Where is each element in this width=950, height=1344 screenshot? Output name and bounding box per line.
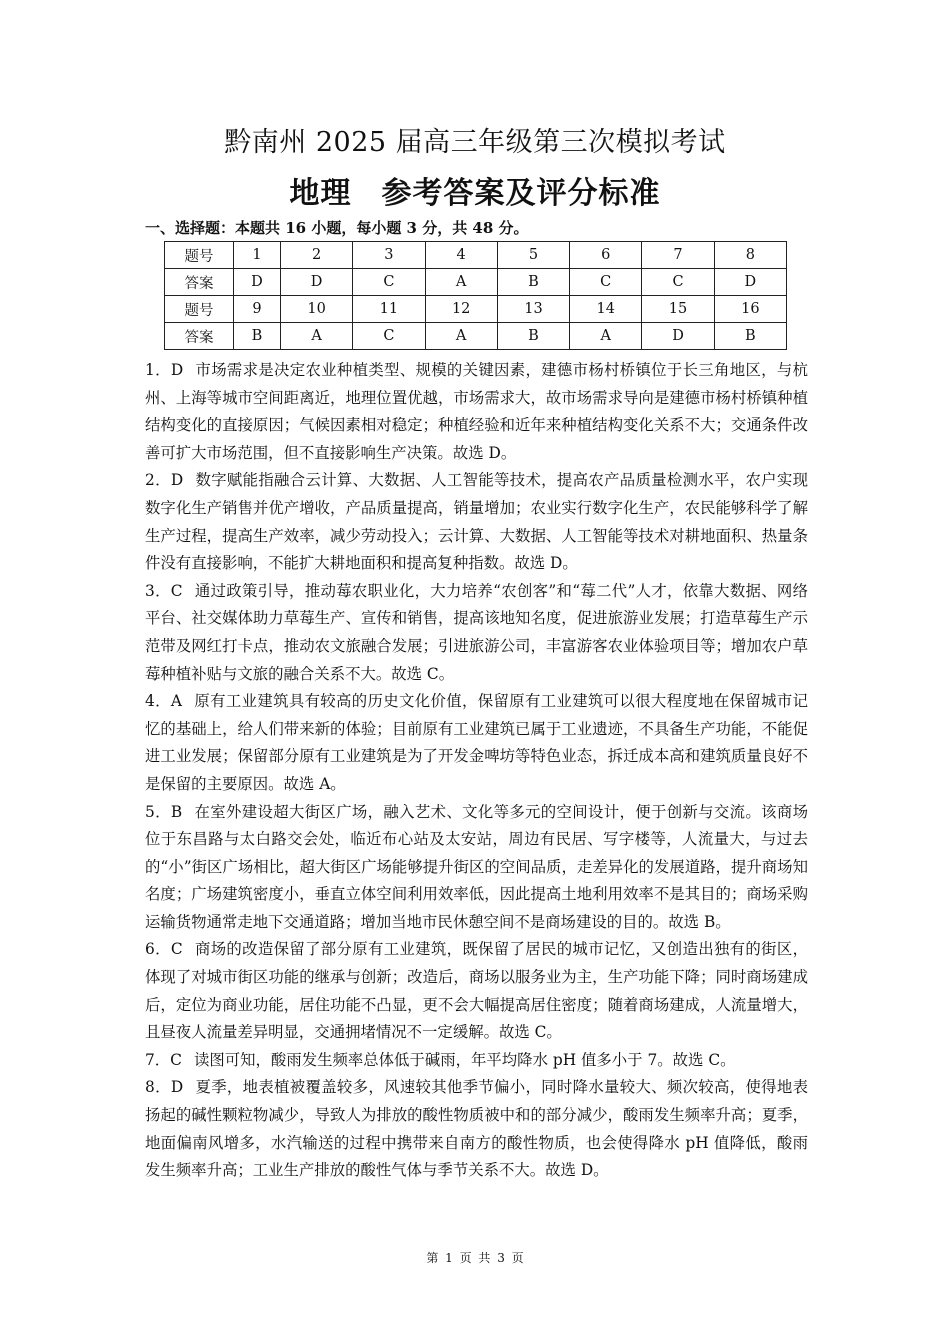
table-cell: D — [714, 269, 786, 296]
table-cell: B — [714, 323, 786, 350]
table-cell: A — [425, 323, 497, 350]
explanation-item — [145, 357, 808, 467]
table-cell: 9 — [234, 296, 281, 323]
question-answer-label: 7．C — [145, 1050, 182, 1069]
table-cell: D — [280, 269, 352, 296]
table-cell: B — [497, 323, 569, 350]
explanation-item — [145, 467, 808, 577]
explanation-text: 商场的改造保留了部分原有工业建筑，既保留了居民的城市记忆，又创造出独有的街区，体现了对城市街区功能的继承与创新；改造后，商场以服务业为主，生产功能下降；同时商场建成后，定位为商业功能，居住功能不凸显，更不会大幅提高居住密度；随着商场建成，人流量增大，且昼夜人流量差异明显，交通拥堵情况不一定缓解。故选 C。 — [145, 940, 808, 1042]
table-cell: 5 — [497, 242, 569, 269]
question-answer-label: 1．D — [145, 361, 184, 379]
table-cell: C — [570, 269, 642, 296]
explanation-text: 市场需求是决定农业种植类型、规模的关键因素，建德市杨村桥镇位于长三角地区，与杭州、上海等城市空间距离近，地理位置优越，市场需求大，故市场需求导向是建德市杨村桥镇种植结构变化的直接原因；气候因素相对稳定；种植经验和近年来种植结构变化关系不大；交通条件改善可扩大市场范围，但不直接影响生产决策。故选 D。 — [145, 361, 808, 462]
table-cell: D — [642, 323, 714, 350]
question-answer-label: 2．D — [145, 471, 184, 490]
table-cell: C — [353, 323, 425, 350]
explanation-item — [145, 578, 808, 688]
table-cell: B — [497, 269, 569, 296]
question-answer-label: 3．C — [145, 581, 183, 600]
table-cell: 13 — [497, 296, 569, 323]
answer-table-row — [165, 323, 787, 350]
explanation-text: 通过政策引导，推动莓农职业化，大力培养“农创客”和“莓二代”人才，依靠大数据、网络平台、社交媒体助力草莓生产、宣传和销售，提高该地知名度，促进旅游业发展；打造草莓生产示范带及网红打卡点，推动农文旅融合发展；引进旅游公司，丰富游客农业体验项目等；增加农户草莓种植补贴与文旅的融合关系不大。故选 C。 — [145, 581, 808, 683]
answer-table — [164, 241, 787, 350]
answer-table-row — [165, 296, 787, 323]
question-answer-label: 8．D — [145, 1078, 184, 1097]
table-cell: A — [280, 323, 352, 350]
page-footer: 第 1 页 共 3 页 — [426, 1251, 524, 1265]
row-label: 题号 — [165, 242, 234, 269]
explanation-text: 读图可知，酸雨发生频率总体低于碱雨，年平均降水 pH 值多小于 7。故选 C。 — [193, 1050, 736, 1069]
section-heading: 一、选择题：本题共 16 小题，每小题 3 分，共 48 分。 — [145, 219, 529, 237]
answer-key-label: 参考答案及评分标准 — [381, 176, 661, 211]
table-cell: 7 — [642, 242, 714, 269]
explanation-item — [145, 1074, 808, 1184]
table-cell: C — [642, 269, 714, 296]
table-cell: 15 — [642, 296, 714, 323]
explanation-text: 原有工业建筑具有较高的历史文化价值，保留原有工业建筑可以很大程度地在保留城市记忆的基础上，给人们带来新的体验；目前原有工业建筑已属于工业遗迹，不具备生产功能，不能促进工业发展；保留部分原有工业建筑是为了开发金啤坊等特色业态，拆迁成本高和建筑质量良好不是保留的主要原因。故选 A。 — [145, 692, 808, 793]
subject-label: 地理 — [289, 176, 352, 211]
table-cell: 2 — [280, 242, 352, 269]
question-answer-label: 5．B — [145, 802, 183, 821]
table-cell: 12 — [425, 296, 497, 323]
answer-key-title — [0, 168, 950, 212]
row-label: 题号 — [165, 296, 234, 323]
explanation-item — [145, 1047, 808, 1075]
table-cell: 4 — [425, 242, 497, 269]
table-cell: 14 — [570, 296, 642, 323]
explanation-item — [145, 799, 808, 937]
table-cell: A — [425, 269, 497, 296]
explanation-item — [145, 936, 808, 1046]
explanation-text: 在室外建设超大街区广场，融入艺术、文化等多元的空间设计，便于创新与交流。该商场位于东昌路与太白路交会处，临近布心站及太安站，周边有民居、写字楼等，人流量大，与过去的“小”街区广场相比，超大街区广场能够提升街区的空间品质，走差异化的发展道路，提升商场知名度；广场建筑密度小，垂直立体空间利用效率低，因此提高土地利用效率不是其目的；商场采购运输货物通常走地下交通道路；增加当地市民休憩空间不是商场建设的目的。故选 B。 — [145, 802, 808, 931]
table-cell: 1 — [234, 242, 281, 269]
table-cell: 16 — [714, 296, 786, 323]
table-cell: C — [353, 269, 425, 296]
row-label: 答案 — [165, 323, 234, 350]
question-answer-label: 4．A — [145, 692, 183, 711]
table-cell: 6 — [570, 242, 642, 269]
table-cell: A — [570, 323, 642, 350]
answer-table-row — [165, 269, 787, 296]
question-answer-label: 6．C — [145, 940, 183, 959]
answer-table-row — [165, 242, 787, 269]
explanation-item — [145, 688, 808, 798]
table-cell: D — [234, 269, 281, 296]
explanations-list — [145, 357, 808, 1185]
exam-title: 黔南州 2025 届高三年级第三次模拟考试 — [224, 127, 726, 158]
table-cell: B — [234, 323, 281, 350]
explanation-text: 数字赋能指融合云计算、大数据、人工智能等技术，提高农产品质量检测水平，农户实现数字化生产销售并优产增收，产品质量提高，销量增加；农业实行数字化生产，农民能够科学了解生产过程，提高生产效率，减少劳动投入；云计算、大数据、人工智能等技术对耕地面积、热量条件没有直接影响，不能扩大耕地面积和提高复种指数。故选 D。 — [145, 471, 808, 573]
table-cell: 3 — [353, 242, 425, 269]
table-cell: 11 — [353, 296, 425, 323]
table-cell: 8 — [714, 242, 786, 269]
row-label: 答案 — [165, 269, 234, 296]
table-cell: 10 — [280, 296, 352, 323]
explanation-text: 夏季，地表植被覆盖较多，风速较其他季节偏小，同时降水量较大、频次较高，使得地表扬起的碱性颗粒物减少，导致人为排放的酸性物质被中和的部分减少，酸雨发生频率升高；夏季，地面偏南风增多，水汽输送的过程中携带来自南方的酸性物质，也会使得降水 pH 值降低，酸雨发生频率升高；工业生产排放的酸性气体与季节关系不大。故选 D。 — [145, 1078, 808, 1180]
